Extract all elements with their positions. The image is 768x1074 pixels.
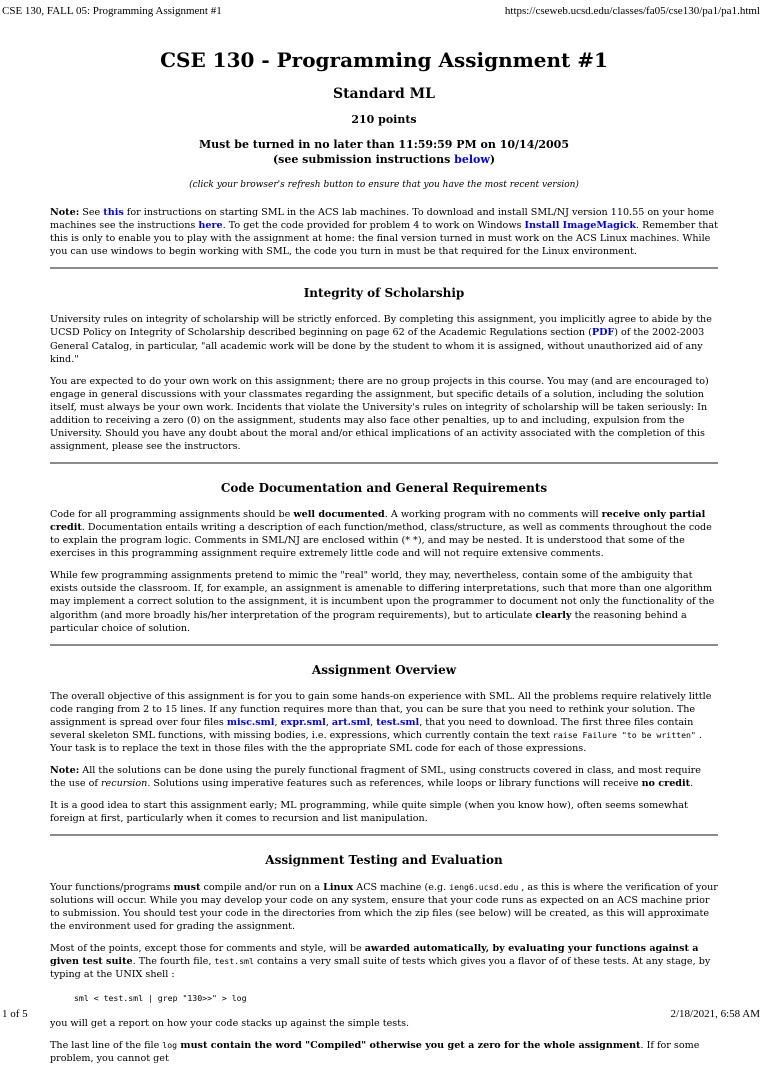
testing-text-2d: contains a very small suite of tests which gives you a flavor of of these tests. At any stage, by typing at the UNIX shell : [50, 955, 711, 980]
testing-text-d: , as this is where the verification of your solutions will occur. While you may develop your code on any system, ensure that your code runs as expected on an ACS machine prior to submission. You should test your code in the directories from which the zip files (see below) will be created, as this will approximate the environment used for grading the assignment. [50, 881, 718, 932]
codedoc-paragraph-1 [50, 508, 718, 560]
well-documented-text: well documented [293, 509, 385, 521]
log-code: log [162, 1040, 178, 1051]
codedoc-paragraph-2 [50, 569, 718, 634]
deadline-block [50, 138, 718, 168]
page-subtitle: Standard ML [332, 86, 436, 102]
print-header-title: CSE 130, FALL 05: Programming Assignment #1 [2, 5, 222, 17]
testing-paragraph-3: you will get a report on how your code stacks up against the simple tests. [50, 1018, 410, 1030]
test-sml-code: test.sml [214, 955, 254, 966]
note-text-1: See [79, 206, 104, 218]
overview-text-2b: . Solutions using imperative features such as references, while loops or library functions will receive [147, 778, 642, 790]
imagemagick-link[interactable]: Install ImageMagick [524, 219, 637, 231]
submission-note-before: (see submission instructions [272, 152, 455, 166]
codedoc-text-2c: the reasoning behind a particular choice of solution. [50, 609, 687, 634]
submission-note-after: ) [489, 152, 496, 166]
refresh-note: (click your browser's refresh button to ensure that you have the most recent version) [189, 179, 579, 190]
partial-credit-text: receive only partial credit [50, 509, 706, 534]
overview-text-2c: . [690, 778, 694, 790]
awarded-automatically-text: awarded automatically, by evaluating your functions against a given test suite [50, 942, 699, 967]
page-number: 1 of 5 [2, 1008, 28, 1020]
integrity-paragraph-2: You are expected to do your own work on this assignment; there are no group projects in this course. You may (and are encouraged to) engage in general discussions with your classmates regarding the assignment, but specific details of a solution, including the solution itself, must always be your own work. Incidents that violate the University's rules on integrity of scholarship will be taken seriously: In addition to receiving a zero (0) on the assignment, students may also face other penalties, up to and including, expulsion from the University. Should you have any doubt about the moral and/or ethical implications of an activity associated with the completion of this assignment, please see the instructors. [50, 375, 709, 452]
codedoc-text-a: Code for all programming assignments should be [50, 509, 294, 521]
section-divider [50, 644, 718, 646]
must-text: must [173, 881, 201, 893]
submission-note [50, 153, 718, 168]
expr-sml-link[interactable]: expr.sml [280, 717, 326, 729]
section-divider [50, 462, 718, 464]
overview-paragraph-2 [50, 764, 718, 790]
note-paragraph [50, 206, 718, 258]
overview-text-2a: All the solutions can be done using the purely functional fragment of SML, using constructs covered in class, and most require the use of [50, 765, 701, 790]
compiled-warning-text: must contain the word "Compiled" otherwise you get a zero for the whole assignment [177, 1040, 641, 1052]
linux-text: Linux [323, 881, 354, 893]
testing-paragraph-2 [50, 942, 718, 981]
note-text-3: . To get the code provided for problem 4 to work on Windows [222, 219, 525, 231]
overview-text-a: The overall objective of this assignment is for you to gain some hands-on experience with SML. All the problems require relatively little code ranging from 2 to 15 lines. If any function requires more than that, you can be sure that you need to rethink your solution. The assignment is spread over four files [50, 690, 712, 729]
pdf-link[interactable]: PDF [591, 327, 615, 339]
file-separator: , [370, 717, 377, 729]
testing-text-4a: The last line of the file [50, 1040, 163, 1052]
no-credit-text: no credit [641, 778, 691, 790]
note-text-2: for instructions on starting SML in the ACS lab machines. To download and install SML/NJ version 110.55 on your home machines see the instructions [50, 206, 715, 231]
codedoc-text-c: . A working program with no comments will [384, 509, 602, 521]
print-header [0, 4, 768, 18]
integrity-paragraph-1 [50, 313, 718, 365]
codedoc-text-d: . Documentation entails writing a description of each function/method, class/structure, as well as comments throughout the code to explain the program logic. Comments in SML/NJ are enclosed within (* *), and may be nested. It is understood that some of the exercises in this programming assignment require extremely little code and will not require extensive comments. [50, 522, 712, 560]
note-label: Note: [50, 765, 80, 777]
testing-paragraph-4 [50, 1039, 718, 1065]
install-instructions-link[interactable]: here [198, 219, 223, 231]
sml-instructions-link[interactable]: this [103, 206, 124, 218]
page-title: CSE 130 - Programming Assignment #1 [160, 48, 608, 72]
codedoc-text-2a: While few programming assignments pretend to mimic the "real" world, they may, nevertheless, contain some of the ambiguity that exists outside the classroom. If, for example, an assignment is amenable to differing interpretations, such that more than one algorithm may implement a correct solution to the assignment, it is incumbent upon the programmer to document not only the functionality of the algorithm (and more broadly his/her interpretation of the program requirements), but to articulate [50, 570, 715, 621]
overview-paragraph-1 [50, 690, 718, 755]
note-label: Note: [50, 206, 80, 218]
ieng6-code: ieng6.ucsd.edu [449, 881, 519, 892]
testing-paragraph-1 [50, 881, 718, 933]
integrity-text-b: ) of the 2002-2003 General Catalog, in particular, "all academic work will be done by the student to whom it is assigned, without unauthorized aid of any kind." [50, 327, 705, 365]
codedoc-heading: Code Documentation and General Requirements [220, 480, 548, 495]
testing-text-b: compile and/or run on a [200, 881, 324, 893]
testing-text-a: Your functions/programs [50, 881, 174, 893]
integrity-text-a: University rules on integrity of scholarship will be strictly enforced. By completing this assignment, you implicitly agree to abide by the UCSD Policy on Integrity of Scholarship described beginning on page 62 of the Academic Regulations section ( [50, 314, 712, 339]
file-separator: , [325, 717, 332, 729]
test-sml-link[interactable]: test.sml [376, 717, 420, 729]
recursion-text: recursion [100, 778, 148, 790]
misc-sml-link[interactable]: misc.sml [226, 717, 275, 729]
testing-text-2c: . The fourth file, [132, 955, 215, 967]
integrity-heading: Integrity of Scholarship [303, 286, 465, 301]
print-header-url: https://cseweb.ucsd.edu/classes/fa05/cse130/pa1/pa1.html [504, 5, 760, 17]
overview-text-c: . Your task is to replace the text in those files with the the appropriate SML code for each of those expressions. [50, 730, 702, 755]
overview-heading: Assignment Overview [311, 662, 457, 677]
overview-paragraph-3: It is a good idea to start this assignment early; ML programming, while quite simple (when you know how), often seems somewhat foreign at first, particularly when it comes to recursion and list manipulation. [50, 800, 688, 825]
file-separator: , [274, 717, 281, 729]
testing-text-c: ACS machine (e.g. [353, 881, 450, 893]
section-divider [50, 834, 718, 836]
document-page [50, 48, 718, 1074]
section-divider [50, 267, 718, 269]
testing-heading: Assignment Testing and Evaluation [265, 853, 503, 868]
submission-below-link[interactable]: below [454, 152, 490, 166]
shell-command: sml < test.sml | grep "130>>" > log [74, 992, 247, 1003]
note-text-4: . Remember that this is only to enable you to play with the assignment at home: the final version turned in must work on the ACS Linux machines. While you can use windows to begin working with SML, the code you turn in must be that required for the Linux environment. [50, 219, 718, 258]
clearly-text: clearly [535, 609, 572, 621]
testing-text-2a: Most of the points, except those for comments and style, will be [50, 942, 365, 954]
art-sml-link[interactable]: art.sml [331, 717, 371, 729]
raise-failure-code: raise Failure "to be written" [552, 730, 696, 741]
points-label: 210 points [351, 113, 417, 127]
testing-text-4c: . If for some problem, you cannot get [50, 1040, 700, 1065]
deadline-text: Must be turned in no later than 11:59:59 PM on 10/14/2005 [199, 137, 569, 151]
print-footer [0, 1007, 768, 1021]
overview-text-b: , that you need to download. The first three files contain several skeleton SML functions, with missing bodies, i.e. expressions, which currently contain the text [50, 717, 694, 742]
print-timestamp: 2/18/2021, 6:58 AM [670, 1008, 760, 1020]
